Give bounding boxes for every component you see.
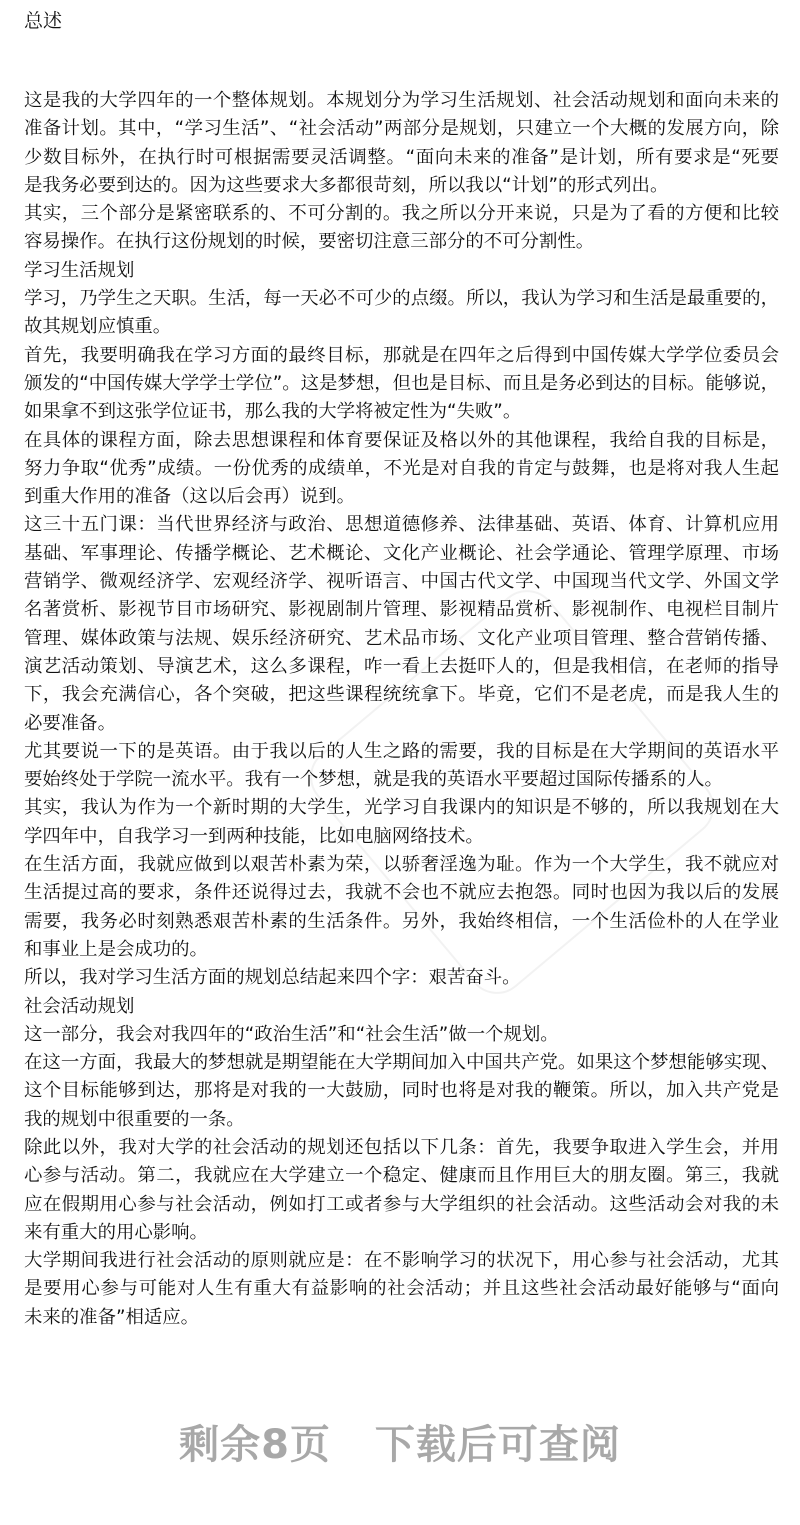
text-line: 在具体的课程方面，除去思想课程和体育要保证及格以外的其他课程，我给自我的目标是， — [24, 429, 779, 451]
text-line: 名著赏析、影视节目市场研究、影视剧制片管理、影视精品赏析、影视制作、电视栏目制片 — [24, 599, 779, 621]
text-line: 在生活方面，我就应做到以艰苦朴素为荣，以骄奢淫逸为耻。作为一个大学生，我不就应对 — [24, 854, 779, 876]
text-line: 生活提过高的要求，条件还说得过去，我就不会也不就应去抱怨。同时也因为我以后的发展 — [24, 882, 779, 904]
download-prompt[interactable] — [0, 1420, 800, 1470]
text-line: 是我务必要到达的。因为这些要求大多都很苛刻，所以我以“计划”的形式列出。 — [24, 174, 669, 196]
text-line: 这个目标能够到达，那将是对我的一大鼓励，同时也将是对我的鞭策。所以，加入共产党是 — [24, 1080, 779, 1102]
text-line: 是要用心参与可能对人生有重大有益影响的社会活动；并且这些社会活动最好能够与“面向 — [24, 1278, 779, 1300]
text-line: 准备计划。其中，“学习生活”、“社会活动”两部分是规划，只建立一个大概的发展方向，除 — [24, 118, 779, 140]
text-line: 其实，三个部分是紧密联系的、不可分割的。我之所以分开来说，只是为了看的方便和比较 — [24, 203, 779, 225]
text-line: 故其规划应慎重。 — [24, 316, 172, 338]
text-line: 营销学、微观经济学、宏观经济学、视听语言、中国古代文学、中国现当代文学、外国文学 — [24, 571, 779, 593]
text-line: 大学期间我进行社会活动的原则就应是：在不影响学习的状况下，用心参与社会活动，尤其 — [24, 1250, 779, 1272]
text-line: 这是我的大学四年的一个整体规划。本规划分为学习生活规划、社会活动规划和面向未来的 — [24, 90, 779, 111]
download-to-view-label[interactable]: 下载后可查阅 — [374, 1422, 621, 1468]
text-line: 少数目标外，在执行时可根据需要灵活调整。“面向未来的准备”是计划，所有要求是“死要 — [24, 146, 779, 168]
text-line: 要始终处于学院一流水平。我有一个梦想，就是我的英语水平要超过国际传播系的人。 — [24, 769, 723, 791]
document-body — [24, 87, 779, 1332]
text-line: 必要准备。 — [24, 712, 116, 734]
text-line: 颁发的“中国传媒大学学士学位”。这是梦想，但也是目标、而且是务必到达的目标。能够说， — [24, 372, 779, 394]
section-heading: 总述 — [24, 10, 63, 32]
remaining-pages-label: 剩余8页 — [179, 1422, 331, 1468]
text-line: 努力争取“优秀”成绩。一份优秀的成绩单，不光是对自我的肯定与鼓舞，也是将对我人生起 — [24, 457, 779, 479]
text-line: 其实，我认为作为一个新时期的大学生，光学习自我课内的知识是不够的，所以我规划在大 — [24, 797, 779, 819]
text-line: 管理、媒体政策与法规、娱乐经济研究、艺术品市场、文化产业项目管理、整合营销传播、 — [24, 627, 779, 649]
text-line: 我的规划中很重要的一条。 — [24, 1108, 245, 1130]
text-line: 需要，我务必时刻熟悉艰苦朴素的生活条件。另外，我始终相信，一个生活俭朴的人在学业 — [24, 910, 779, 932]
text-line: 心参与活动。第二，我就应在大学建立一个稳定、健康而且作用巨大的朋友圈。第三，我就 — [24, 1165, 779, 1187]
text-line: 如果拿不到这张学位证书，那么我的大学将被定性为“失败”。 — [24, 401, 522, 423]
text-line: 所以，我对学习生活方面的规划总结起来四个字：艰苦奋斗。 — [24, 967, 521, 989]
text-line: 学习，乃学生之天职。生活，每一天必不可少的点缀。所以，我认为学习和生活是最重要的， — [24, 288, 779, 310]
text-line: 这三十五门课：当代世界经济与政治、思想道德修养、法律基础、英语、体育、计算机应用 — [24, 514, 779, 536]
text-line: 基础、军事理论、传播学概论、艺术概论、文化产业概论、社会学通论、管理学原理、市场 — [24, 542, 779, 564]
text-line: 下，我会充满信心，各个突破，把这些课程统统拿下。毕竟，它们不是老虎，而是我人生的 — [24, 684, 779, 706]
text-line: 演艺活动策划、导演艺术，这么多课程，咋一看上去挺吓人的，但是我相信，在老师的指导 — [24, 655, 779, 677]
text-line: 到重大作用的准备（这以后会再）说到。 — [24, 486, 356, 508]
text-line: 学四年中，自我学习一到两种技能，比如电脑网络技术。 — [24, 825, 484, 847]
text-line: 来有重大的用心影响。 — [24, 1221, 208, 1243]
text-line: 社会活动规划 — [24, 995, 135, 1017]
text-line: 首先，我要明确我在学习方面的最终目标，那就是在四年之后得到中国传媒大学学位委员会 — [24, 344, 779, 366]
text-line: 应在假期用心参与社会活动，例如打工或者参与大学组织的社会活动。这些活动会对我的未 — [24, 1193, 779, 1215]
text-line: 容易操作。在执行这份规划的时候，要密切注意三部分的不可分割性。 — [24, 231, 595, 253]
text-line: 未来的准备”相适应。 — [24, 1306, 200, 1328]
text-line: 和事业上是会成功的。 — [24, 938, 208, 960]
text-line: 在这一方面，我最大的梦想就是期望能在大学期间加入中国共产党。如果这个梦想能够实现、 — [24, 1052, 779, 1074]
text-line: 除此以外，我对大学的社会活动的规划还包括以下几条：首先，我要争取进入学生会，并用 — [24, 1136, 779, 1158]
text-line: 学习生活规划 — [24, 259, 135, 281]
text-line: 这一部分，我会对我四年的“政治生活”和“社会生活”做一个规划。 — [24, 1023, 559, 1045]
text-line: 尤其要说一下的是英语。由于我以后的人生之路的需要，我的目标是在大学期间的英语水平 — [24, 740, 779, 762]
